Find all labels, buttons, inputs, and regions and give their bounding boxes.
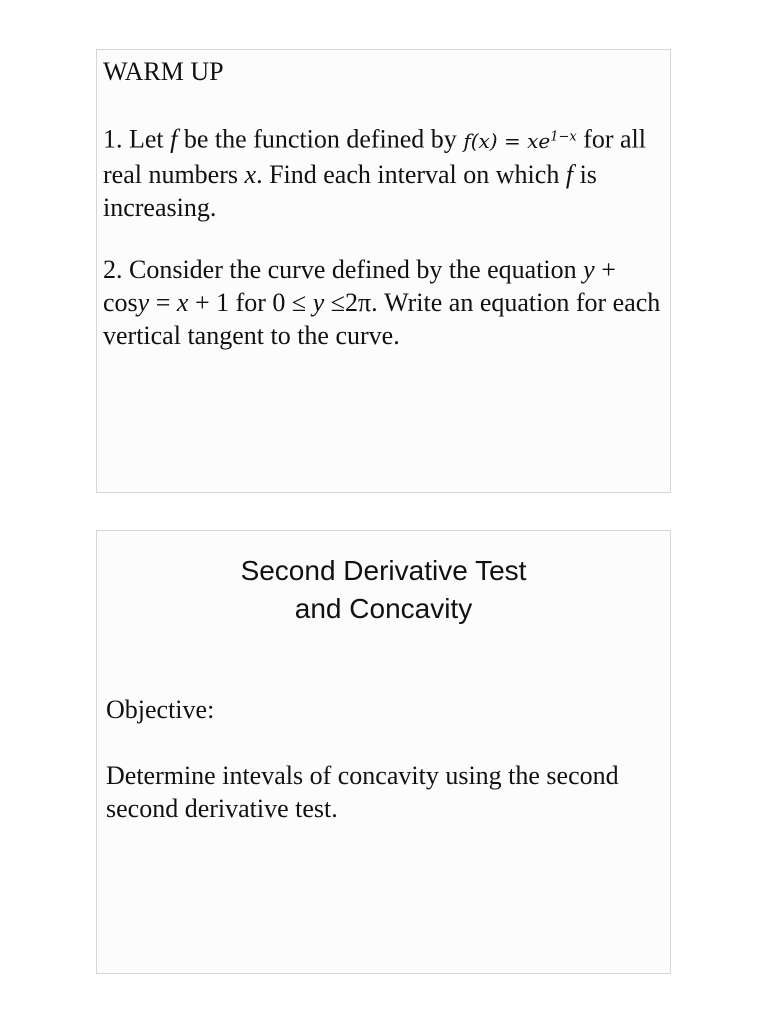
problem-1 — [103, 120, 668, 224]
problem-1-f-2: f — [565, 159, 574, 189]
problem-2-y-3: y — [312, 288, 325, 317]
problem-2-y: y — [583, 255, 595, 284]
problem-1-prefix: 1. Let — [103, 124, 171, 154]
warm-up-slide — [96, 49, 671, 493]
problem-2-y-2: y — [137, 288, 150, 317]
concavity-slide — [96, 530, 671, 974]
problem-1-f: f — [170, 124, 178, 154]
function-formula-base: f(x) = xe — [463, 128, 551, 153]
problem-2-equals: = — [149, 288, 177, 317]
objective-text: Determine intevals of concavity using the second second derivative test. — [106, 761, 619, 823]
problem-2-range: + 1 for 0 ≤ — [188, 288, 313, 317]
problem-2-plus-cos: + cos — [103, 255, 616, 317]
problem-1-text-b: for all real numbers — [103, 124, 646, 189]
function-formula-exponent: 1−x — [550, 129, 577, 144]
slide-title — [97, 552, 670, 628]
problem-1-x: x — [244, 159, 257, 189]
problem-2-rest: ≤2π. Write an equation for each vertical tangent to the curve. — [103, 288, 661, 350]
objective-label: Objective: — [106, 695, 215, 724]
problem-2 — [103, 253, 668, 352]
slide-title-line-1: Second Derivative Test — [240, 555, 527, 586]
problem-1-suffix: is increasing. — [103, 159, 597, 222]
problem-1-text-c: . Find each interval on which — [256, 159, 566, 189]
problem-2-intro: 2. Consider the curve defined by the equation — [103, 255, 584, 284]
warm-up-title: WARM UP — [103, 57, 224, 86]
function-formula — [463, 129, 576, 153]
problem-1-text-a: be the function defined by — [177, 124, 464, 154]
problem-2-x: x — [176, 288, 189, 317]
slide-title-line-2: and Concavity — [294, 593, 473, 624]
